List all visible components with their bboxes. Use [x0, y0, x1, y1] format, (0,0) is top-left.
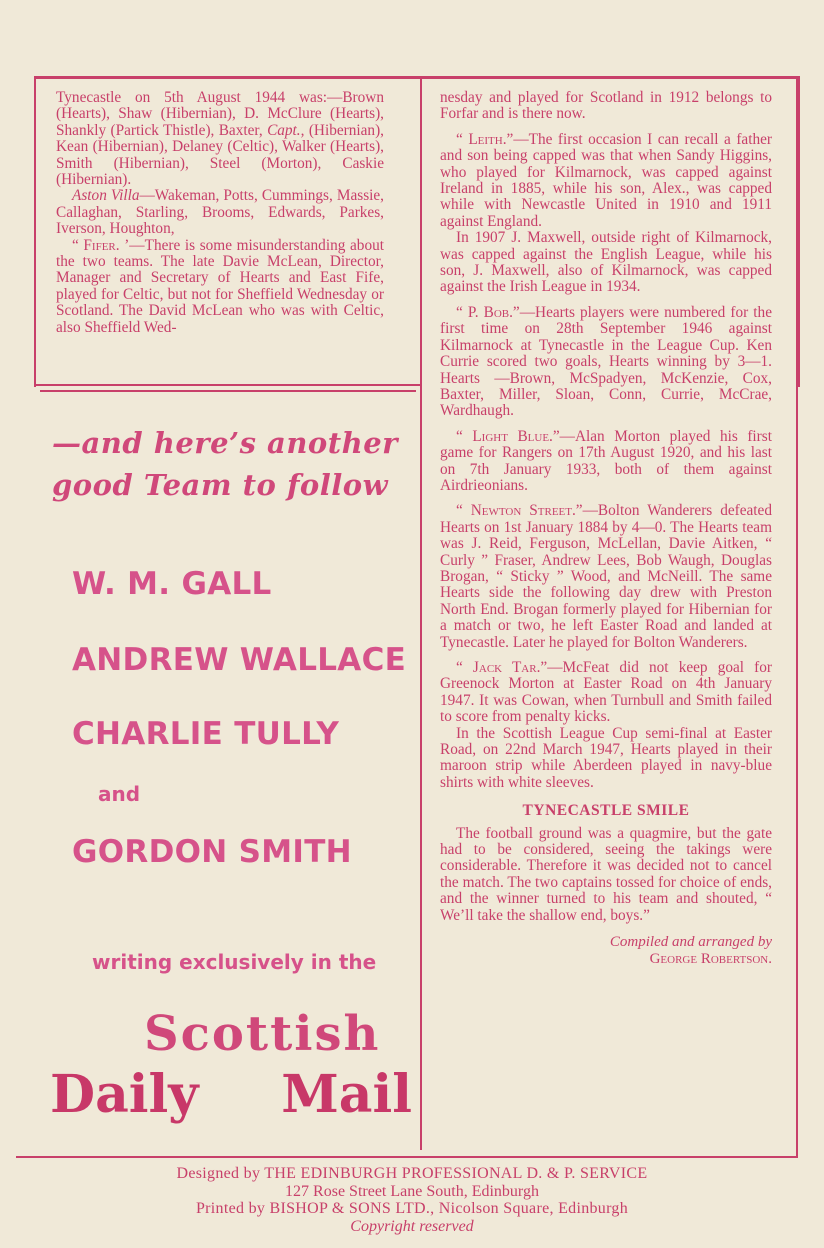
advert-paper-mail: Mail [281, 1064, 412, 1125]
advert-paper-scottish: Scottish [144, 1006, 381, 1062]
league-cup-paragraph: In the Scottish League Cup semi-final at Easter Road, on 22nd March 1947, Hearts played in their maroon strip while Aberdeen played in navy-blue shirts with white sleeves. [440, 724, 772, 791]
imprint-footer [0, 1165, 824, 1235]
column-divider [420, 78, 422, 1150]
footer-printed-by: Printed by BISHOP & SONS LTD., Nicolson Square, Edinburgh [195, 1200, 629, 1217]
team-list-paragraph: Tynecastle on 5th August 1944 was:—Brown (Hearts), Shaw (Hibernian), D. McClure (Hearts), Shankly (Partick Thistle), Baxter, Capt., (Hibernian), Kean (Hibernian), Delaney (Celtic), Walker (Hearts), Smith (Hibernian), Steel (Morton), Caskie (Hibernian). [56, 89, 384, 189]
advert-writing-line: writing exclusively in the [92, 950, 377, 974]
advert-name-gall: W. M. GALL [72, 566, 272, 602]
jack-tar-paragraph: “ Jack Tar.”—McFeat did not keep goal for Greenock Morton at Easter Road on 4th January 1947. It was Cowan, when Turnbull and Smith failed to score from penalty kicks. [440, 659, 772, 726]
continued-paragraph: nesday and played for Scotland in 1912 belongs to Forfar and is there now. [440, 89, 772, 123]
advert-paper-daily: Daily [50, 1064, 199, 1125]
right-frame-rule [796, 78, 798, 1156]
credit [440, 934, 772, 968]
advert-and: and [98, 782, 141, 806]
advert-name-wallace: ANDREW WALLACE [72, 642, 407, 678]
aston-villa-paragraph: Aston Villa—Wakeman, Potts, Cummings, Massie, Callaghan, Starling, Brooms, Edwards, Parkes, Iverson, Houghton, [56, 187, 385, 238]
footer-designed-by: Designed by THE EDINBURGH PROFESSIONAL D. & P. SERVICE [176, 1165, 648, 1182]
fifer-paragraph: “ Fifer. ’—There is some misunderstanding about the two teams. The late Davie McLean, Director, Manager and Secretary of Hearts and East Fife, played for Celtic, but not for Sheffield Wednesday or Scotland. The David McLean who was with Celtic, also Sheffield Wed- [56, 236, 384, 336]
leith-paragraph: “ Leith.”—The first occasion I can recall a father and son being capped was that when Sandy Higgins, who played for Kilmarnock, was capped against Ireland in 1885, while his son, Alex., was capped while with Newcastle United in 1910 and 1911 against England. [440, 130, 772, 230]
light-blue-paragraph: “ Light Blue.”—Alan Morton played his first game for Rangers on 17th August 1920, and his last on 7th January 1933, both of them against Airdrieonians. [440, 427, 772, 494]
left-column [56, 90, 384, 336]
advert-name-smith: GORDON SMITH [72, 834, 352, 870]
footer-rule [16, 1156, 798, 1158]
right-column [440, 90, 772, 968]
smile-paragraph: The football ground was a quagmire, but the gate had to be considered, seeing the takings were considerable. Therefore it was decided not to cancel the match. The two captains tossed for choice of ends, and the winner turned to his team and shouted, “ We’ll take the shallow end, boys.” [440, 824, 772, 924]
footer-address: 127 Rose Street Lane South, Edinburgh [285, 1182, 539, 1200]
p-bob-paragraph: “ P. Bob.”—Hearts players were numbered for the first time on 28th September 1946 against Kilmarnock at Tynecastle in the League Cup. Ken Currie scored two goals, Hearts winning by 3—1. Hearts —Brown, McSpadyen, McKenzie, Cox, Baxter, Miller, Sloan, Conn, Currie, McCrae, Wardhaugh. [440, 303, 772, 420]
credit-name: George Robertson. [649, 951, 772, 968]
maxwell-paragraph: In 1907 J. Maxwell, outside right of Kilmarnock, was capped against the English League, while his son, J. Maxwell, also of Kilmarnock, was capped against the Irish League in 1934. [440, 229, 772, 296]
advert-paper-daily-mail [50, 1064, 412, 1125]
advert-slogan-line2: good Team to follow [52, 468, 389, 502]
advert-name-tully: CHARLIE TULLY [72, 716, 340, 752]
tynecastle-smile-heading: TYNECASTLE SMILE [522, 802, 690, 820]
advert-slogan-line1: —and here’s another [52, 426, 398, 460]
newton-street-paragraph: “ Newton Street.”—Bolton Wanderers defeated Hearts on 1st January 1884 by 4—0. The Hearts team was J. Reid, Ferguson, McLellan, Davie Aitken, “ Curly ” Fraser, Andrew Lees, Bob Waugh, Douglas Brogan, “ Sticky ” Wood, and McNeill. The same Hearts side the following day drew with Preston North End. Brogan formerly played for Hibernian for a match or two, he left Easter Road and landed at Tynecastle. Later he played for Bolton Wanderers. [440, 502, 772, 651]
daily-mail-advert [40, 388, 414, 1150]
credit-line: Compiled and arranged by [609, 934, 772, 951]
left-box-bottom-rule [36, 384, 420, 386]
footer-copyright: Copyright reserved [350, 1217, 474, 1235]
